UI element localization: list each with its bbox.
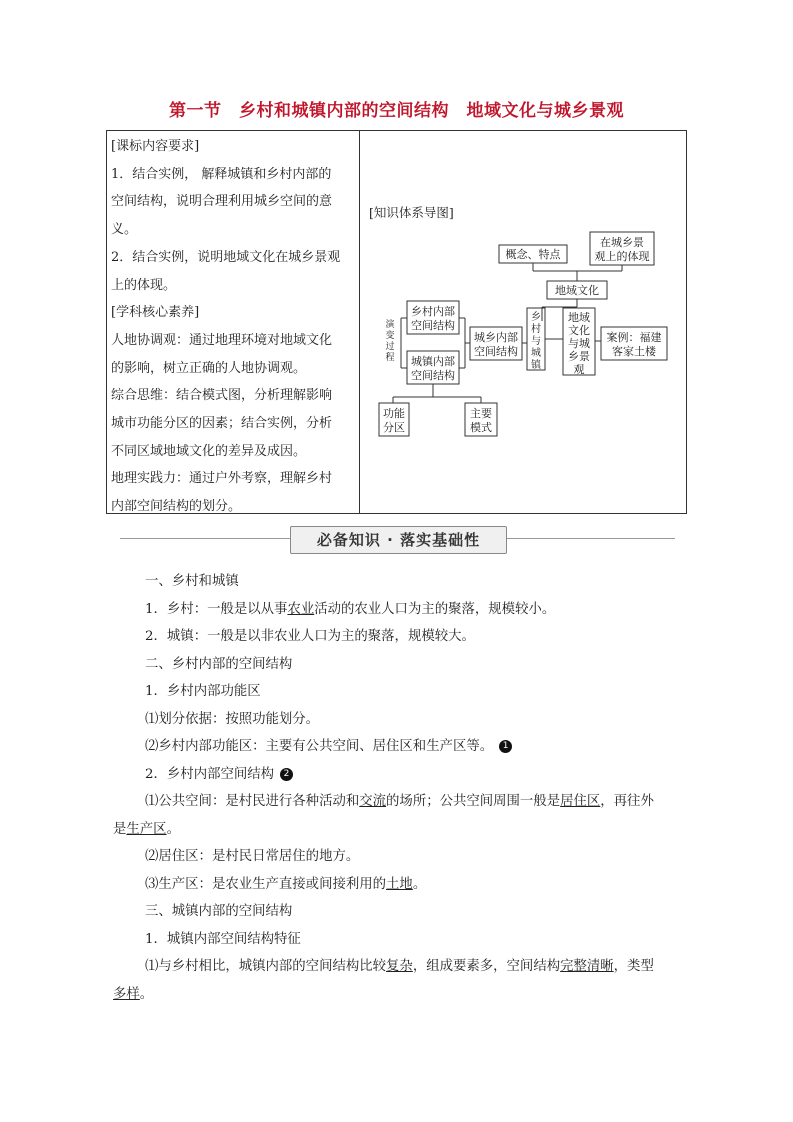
requirement-line: 上的体现。: [111, 277, 177, 293]
paragraph: 2．城镇：一般是以非农业人口为主的聚落，规模较大。: [145, 629, 475, 644]
banner-line-right: [505, 538, 675, 539]
literacy-line: 综合思维：结合模式图，分析理解影响: [111, 388, 333, 404]
evolution-label: 变: [385, 331, 395, 341]
page-title: 第一节 乡村和城镇内部的空间结构 地域文化与城乡景观: [169, 101, 624, 121]
urban-internal-label: 城镇内部: [411, 355, 455, 368]
case-label: 案例：福建: [606, 331, 662, 344]
rural-urban-label: 村: [531, 324, 541, 335]
rural-internal-label: 乡村内部: [411, 305, 455, 318]
culture-landscape-label: 观: [573, 363, 585, 376]
case-label: 客家土楼: [612, 345, 656, 358]
landscape-label: 观上的体现: [594, 250, 650, 263]
rural-urban-label: 与: [531, 336, 541, 347]
concept-label: 概念、特点: [505, 248, 561, 261]
literacy-line: 人地协调观：通过地理环境对地域文化: [111, 332, 333, 348]
subheading: 1．城镇内部空间结构特征: [145, 931, 301, 947]
requirement-line: 1．结合实例， 解释城镇和乡村内部的: [111, 166, 332, 182]
banner-label: 必备知识 · 落实基础性: [290, 526, 507, 554]
knowledge-map: [359, 131, 687, 513]
subheading: 1．乡村内部功能区: [145, 684, 261, 699]
urban-rural-internal-label: 空间结构: [474, 345, 518, 358]
culture-landscape-label: 地域: [568, 311, 590, 324]
culture-landscape-label: 文化: [568, 324, 590, 337]
paragraph: ⑶生产区：是农业生产直接或间接利用的土地。: [145, 876, 427, 892]
requirements-header: [课标内容要求]: [111, 139, 200, 154]
requirement-line: 空间结构，说明合理利用城乡空间的意: [111, 194, 333, 210]
paragraph: ⑴公共空间：是村民进行各种活动和交流的场所；公共空间周围一般是居住区，再往外: [145, 794, 654, 809]
banner-line-left: [120, 538, 290, 539]
culture-landscape-label: 与城: [568, 337, 590, 350]
requirements-column: [111, 133, 355, 521]
note-marker-1[interactable]: 1: [499, 740, 512, 753]
literacy-header: [学科核心素养]: [111, 305, 200, 321]
literacy-line: 地理实践力：通过户外考察，理解乡村: [111, 471, 333, 487]
section-banner: [120, 524, 675, 554]
paragraph: ⑵居住区：是村民日常居住的地方。: [145, 849, 360, 864]
mode-label: 模式: [470, 421, 492, 434]
urban-internal-label: 空间结构: [411, 369, 455, 382]
literacy-line: 的影响，树立正确的人地协调观。: [111, 360, 307, 376]
requirement-line: 2．结合实例，说明地域文化在城乡景观: [111, 249, 341, 265]
literacy-line: 城市功能分区的因素；结合实例，分析: [111, 416, 333, 432]
map-header: [知识体系导图]: [369, 205, 454, 220]
landscape-label: 在城乡景: [600, 236, 644, 249]
paragraph: 1．乡村：一般是以从事农业活动的农业人口为主的聚落，规模较小。: [145, 601, 556, 617]
overview-table: [106, 130, 687, 514]
function-label: 功能: [383, 407, 405, 420]
content-body: [113, 568, 693, 1008]
evolution-label: 演: [385, 320, 395, 330]
paragraph-continued: 多样。: [113, 986, 154, 1002]
heading-2: 二、乡村内部的空间结构: [145, 656, 293, 672]
rural-internal-label: 空间结构: [411, 319, 455, 332]
function-label: 分区: [383, 421, 405, 434]
rural-urban-label: 乡: [531, 312, 541, 323]
urban-rural-internal-label: 城乡内部: [474, 331, 518, 344]
evolution-label: 程: [385, 353, 395, 363]
rural-urban-label: 城: [531, 348, 541, 359]
evolution-label: 过: [385, 342, 395, 352]
heading-1: 一、乡村和城镇: [145, 574, 239, 589]
heading-3: 三、城镇内部的空间结构: [145, 904, 293, 919]
note-marker-2[interactable]: 2: [280, 768, 293, 781]
rural-urban-label: 镇: [531, 360, 541, 371]
paragraph: ⑴与乡村相比，城镇内部的空间结构比较复杂，组成要素多，空间结构完整清晰，类型: [145, 959, 654, 974]
subheading: 2．乡村内部空间结构 2: [113, 761, 693, 789]
literacy-line: 内部空间结构的划分。: [111, 499, 242, 515]
mode-label: 主要: [470, 407, 492, 420]
paragraph-continued: 是生产区。: [113, 821, 180, 837]
regional-culture-label: 地域文化: [555, 284, 599, 297]
culture-landscape-label: 乡景: [568, 350, 590, 363]
paragraph: ⑵乡村内部功能区：主要有公共空间、居住区和生产区等。 1: [113, 733, 693, 761]
requirement-line: 义。: [111, 222, 138, 238]
paragraph: ⑴划分依据：按照功能划分。: [145, 711, 320, 727]
literacy-line: 不同区域地域文化的差异及成因。: [111, 443, 307, 459]
